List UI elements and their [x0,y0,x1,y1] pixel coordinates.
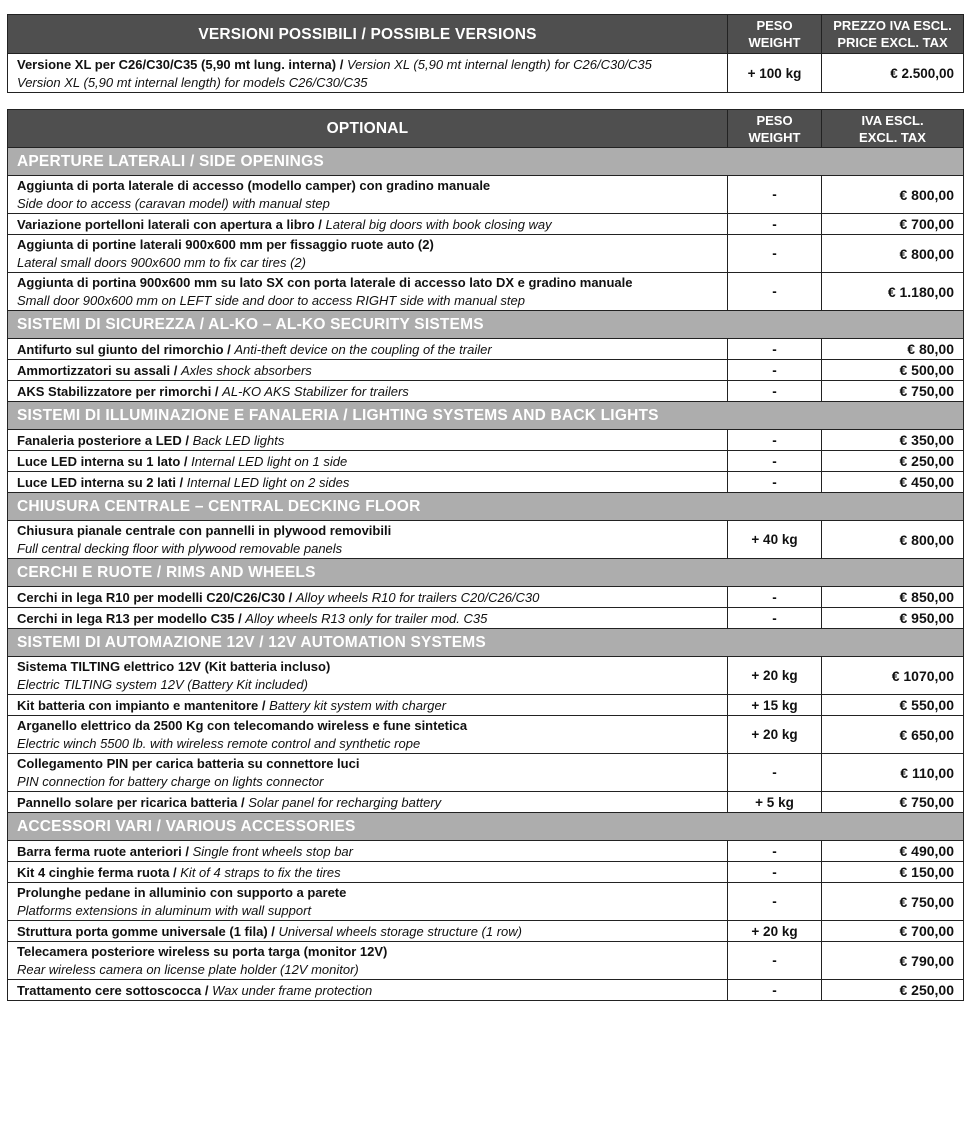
row-description [8,716,728,754]
section-header [8,148,964,176]
row-description [8,360,728,381]
row-price: € 1.180,00 [822,273,964,311]
optional-weight-en: WEIGHT [748,129,801,145]
row-description [8,695,728,716]
row-description [8,339,728,360]
row-description-it: Sistema TILTING elettrico 12V (Kit batteria incluso) [17,659,331,674]
row-description-it: Aggiunta di porta laterale di accesso (modello camper) con gradino manuale [17,178,491,193]
optional-header-title: OPTIONAL [8,110,728,148]
row-description-it: Telecamera posteriore wireless su porta targa (monitor 12V) [17,944,388,959]
row-description-en: Electric winch 5500 lb. with wireless remote control and synthetic rope [17,736,421,751]
table-row [8,921,964,942]
row-weight: + 40 kg [728,521,822,559]
row-weight: - [728,381,822,402]
row-weight: - [728,980,822,1001]
optional-weight-it: PESO [756,112,793,128]
optional-header-weight [728,110,822,148]
table-row [8,862,964,883]
row-description [8,754,728,792]
table-row [8,451,964,472]
section-title: APERTURE LATERALI / SIDE OPENINGS [8,148,964,176]
row-description-en: Alloy wheels R13 only for trailer mod. C35 [245,610,488,626]
row-price: € 750,00 [822,792,964,813]
row-description [8,430,728,451]
row-description [8,942,728,980]
row-weight: + 5 kg [728,792,822,813]
versions-row-en1: Version XL (5,90 mt internal length) for C26/C30/C35 [346,56,652,72]
row-price: € 500,00 [822,360,964,381]
row-description-en: Internal LED light on 2 sides [186,474,350,490]
table-row [8,381,964,402]
row-description-en: Internal LED light on 1 side [191,453,348,469]
section-header [8,311,964,339]
row-weight: + 15 kg [728,695,822,716]
optional-header-row [8,110,964,148]
section-title: CHIUSURA CENTRALE – CENTRAL DECKING FLOOR [8,493,964,521]
row-description-en: Small door 900x600 mm on LEFT side and door to access RIGHT side with manual step [17,293,525,308]
table-row [8,841,964,862]
row-description-it: Fanaleria posteriore a LED / [17,432,193,448]
row-description-en: Lateral big doors with book closing way [325,216,552,232]
row-price: € 950,00 [822,608,964,629]
row-description-it: Aggiunta di portina 900x600 mm su lato SX con porta laterale di accesso lato DX e gradino manuale [17,275,633,290]
table-row [8,176,964,214]
versions-row-price: € 2.500,00 [822,54,964,93]
row-description-en: Electric TILTING system 12V (Battery Kit included) [17,677,308,692]
versions-header-weight [728,15,822,54]
table-row [8,235,964,273]
row-weight: - [728,587,822,608]
row-description-en: Single front wheels stop bar [192,843,353,859]
table-row [8,521,964,559]
row-description-en: Back LED lights [192,432,285,448]
row-description [8,472,728,493]
row-price: € 550,00 [822,695,964,716]
row-weight: + 20 kg [728,716,822,754]
row-description-en: Rear wireless camera on license plate holder (12V monitor) [17,962,359,977]
table-row [8,214,964,235]
row-weight: - [728,754,822,792]
versions-table [7,14,964,93]
row-price: € 750,00 [822,381,964,402]
row-description-it: Aggiunta di portine laterali 900x600 mm per fissaggio ruote auto (2) [17,237,434,252]
row-description-en: Battery kit system with charger [269,697,447,713]
row-description-en: Solar panel for recharging battery [248,794,442,810]
table-row [8,273,964,311]
row-price: € 350,00 [822,430,964,451]
section-header [8,813,964,841]
row-description-it: Luce LED interna su 2 lati / [17,474,187,490]
row-weight: - [728,235,822,273]
row-price: € 750,00 [822,883,964,921]
row-description-en: Lateral small doors 900x600 mm to fix car tires (2) [17,255,306,270]
row-price: € 450,00 [822,472,964,493]
row-price: € 800,00 [822,521,964,559]
section-title: SISTEMI DI SICUREZZA / AL-KO – AL-KO SECURITY SISTEMS [8,311,964,339]
row-weight: - [728,883,822,921]
row-description-en: Platforms extensions in aluminum with wall support [17,903,312,918]
section-title: SISTEMI DI AUTOMAZIONE 12V / 12V AUTOMATION SYSTEMS [8,629,964,657]
optional-price-it: IVA ESCL. [861,112,924,128]
row-description-en: Axles shock absorbers [181,362,312,378]
row-weight: + 20 kg [728,657,822,695]
row-description-it: Antifurto sul giunto del rimorchio / [17,341,235,357]
row-description-it: AKS Stabilizzatore per rimorchi / [17,383,223,399]
table-row [8,472,964,493]
versions-weight-en: WEIGHT [748,35,801,50]
row-description-en: Universal wheels storage structure (1 row) [278,923,522,939]
table-row [8,716,964,754]
row-description [8,980,728,1001]
row-description-it: Cerchi in lega R13 per modello C35 / [17,610,246,626]
section-header [8,559,964,587]
row-price: € 490,00 [822,841,964,862]
row-description [8,883,728,921]
row-weight: - [728,273,822,311]
row-description [8,657,728,695]
row-description-it: Cerchi in lega R10 per modelli C20/C26/C30 / [17,589,296,605]
row-description-en: Wax under frame protection [212,982,373,998]
row-weight: - [728,472,822,493]
versions-header-row [8,15,964,54]
versions-row-weight: + 100 kg [728,54,822,93]
row-description-it: Luce LED interna su 1 lato / [17,453,192,469]
row-weight: - [728,339,822,360]
section-header [8,629,964,657]
optional-table [7,109,964,1001]
table-row [8,792,964,813]
optional-price-en: EXCL. TAX [859,129,926,145]
row-description-it: Pannello solare per ricarica batteria / [17,794,249,810]
row-price: € 700,00 [822,214,964,235]
row-description-it: Ammortizzatori su assali / [17,362,181,378]
row-description [8,921,728,942]
row-description [8,451,728,472]
row-description-it: Chiusura pianale centrale con pannelli in plywood removibili [17,523,392,538]
row-description-en: Side door to access (caravan model) with manual step [17,196,330,211]
row-description-en: Anti-theft device on the coupling of the trailer [234,341,492,357]
row-price: € 790,00 [822,942,964,980]
row-description-it: Collegamento PIN per carica batteria su connettore luci [17,756,360,771]
row-description [8,235,728,273]
table-row [8,695,964,716]
section-title: ACCESSORI VARI / VARIOUS ACCESSORIES [8,813,964,841]
row-description [8,521,728,559]
row-description [8,381,728,402]
row-weight: - [728,942,822,980]
row-description [8,608,728,629]
table-row [8,754,964,792]
row-description [8,214,728,235]
row-weight: - [728,430,822,451]
row-description-en: Kit of 4 straps to fix the tires [180,864,341,880]
row-description [8,841,728,862]
row-weight: - [728,360,822,381]
table-row [8,883,964,921]
row-description-it: Variazione portelloni laterali con apertura a libro / [17,216,326,232]
row-description-it: Kit 4 cinghie ferma ruota / [17,864,181,880]
versions-row-it: Versione XL per C26/C30/C35 (5,90 mt lung. interna) / [17,56,347,72]
row-description-en: PIN connection for battery charge on lights connector [17,774,324,789]
versions-header-title: VERSIONI POSSIBILI / POSSIBLE VERSIONS [8,15,728,54]
row-price: € 110,00 [822,754,964,792]
table-row [8,339,964,360]
row-description [8,273,728,311]
table-row [8,587,964,608]
row-price: € 1070,00 [822,657,964,695]
row-description-it: Prolunghe pedane in alluminio con supporto a parete [17,885,347,900]
row-price: € 150,00 [822,862,964,883]
table-row [8,608,964,629]
row-price: € 250,00 [822,980,964,1001]
section-header [8,493,964,521]
row-price: € 700,00 [822,921,964,942]
section-title: CERCHI E RUOTE / RIMS AND WHEELS [8,559,964,587]
table-row [8,430,964,451]
row-weight: + 20 kg [728,921,822,942]
row-price: € 800,00 [822,235,964,273]
row-weight: - [728,862,822,883]
row-description [8,176,728,214]
versions-weight-it: PESO [756,18,793,33]
versions-row-en2: Version XL (5,90 mt internal length) for models C26/C30/C35 [17,74,368,90]
row-description [8,792,728,813]
row-description-it: Trattamento cere sottoscocca / [17,982,213,998]
versions-price-it: PREZZO IVA ESCL. [833,18,952,33]
row-description-en: Alloy wheels R10 for trailers C20/C26/C30 [295,589,540,605]
row-description [8,862,728,883]
row-weight: - [728,451,822,472]
optional-header-price [822,110,964,148]
row-description-it: Struttura porta gomme universale (1 fila) / [17,923,279,939]
row-weight: - [728,214,822,235]
table-row [8,360,964,381]
row-description-en: Full central decking floor with plywood removable panels [17,541,343,556]
table-row [8,657,964,695]
row-description [8,587,728,608]
row-price: € 80,00 [822,339,964,360]
table-row [8,942,964,980]
row-price: € 250,00 [822,451,964,472]
row-price: € 800,00 [822,176,964,214]
section-header [8,402,964,430]
row-price: € 650,00 [822,716,964,754]
row-price: € 850,00 [822,587,964,608]
row-weight: - [728,608,822,629]
versions-row [8,54,964,93]
row-description-it: Arganello elettrico da 2500 Kg con telecomando wireless e fune sintetica [17,718,468,733]
row-description-it: Kit batteria con impianto e mantenitore / [17,697,270,713]
row-weight: - [728,841,822,862]
row-description-it: Barra ferma ruote anteriori / [17,843,193,859]
versions-price-en: PRICE EXCL. TAX [837,35,948,50]
section-title: SISTEMI DI ILLUMINAZIONE E FANALERIA / LIGHTING SYSTEMS AND BACK LIGHTS [8,402,964,430]
table-row [8,980,964,1001]
row-weight: - [728,176,822,214]
versions-header-price [822,15,964,54]
row-description-en: AL-KO AKS Stabilizer for trailers [222,383,409,399]
versions-row-description [8,54,728,93]
